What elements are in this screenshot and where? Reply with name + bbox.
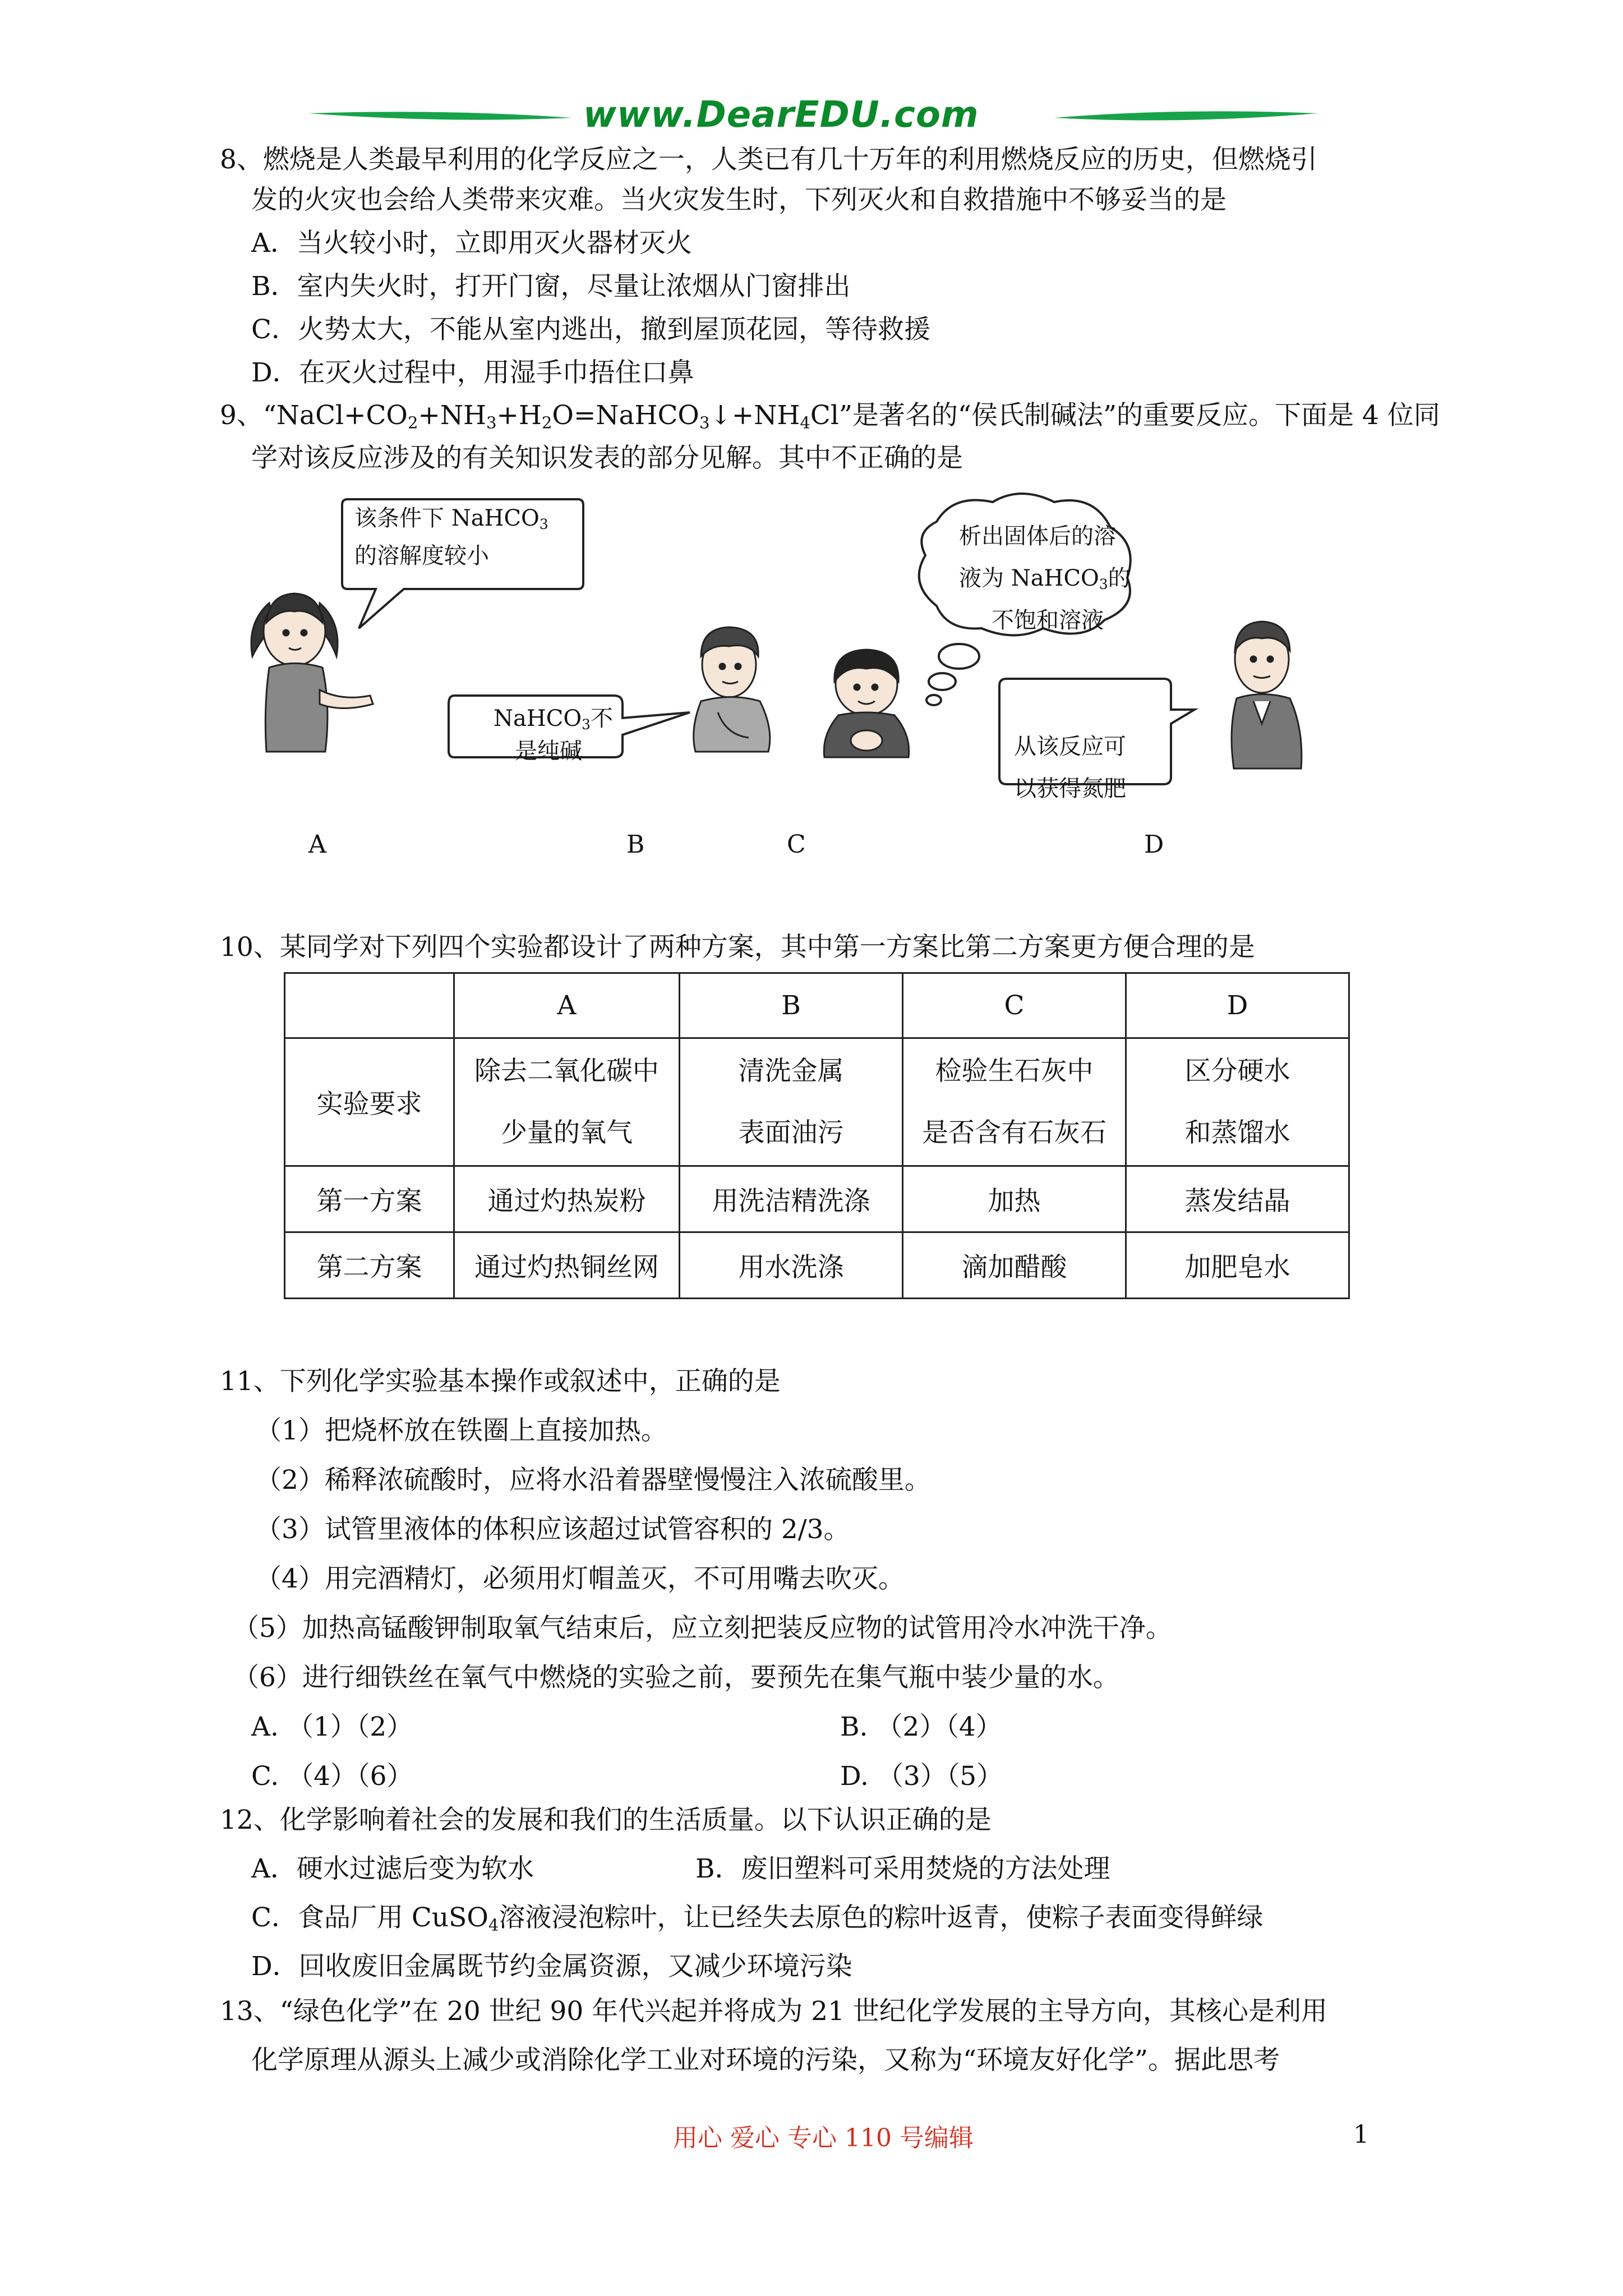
q8-option-a: A．当火较小时，立即用灭火器材灭火 xyxy=(251,228,692,259)
bubble-a-text-line2: 的溶解度较小 xyxy=(354,543,489,569)
bubble-b-text-line2: 是纯碱 xyxy=(515,738,582,764)
header-site-name: www.DearEDU.com xyxy=(583,94,979,136)
q8-stem-line2: 发的火灾也会给人类带来灾难。当火灾发生时，下列灭火和自救措施中不够妥当的是 xyxy=(251,185,1227,215)
q12-option-d: D．回收废旧金属既节约金属资源，又减少环境污染 xyxy=(251,1951,852,1982)
bubble-c-text-line3: 不饱和溶液 xyxy=(992,608,1104,633)
table-col-a: A xyxy=(454,973,680,1038)
q12-option-a: A．硬水过滤后变为软水 xyxy=(251,1853,534,1884)
row-label-plan1: 第一方案 xyxy=(285,1166,454,1232)
thought-dot-small xyxy=(926,695,941,705)
figure-label-d: D xyxy=(1144,830,1164,859)
q12-option-b: B．废旧塑料可采用焚烧的方法处理 xyxy=(695,1853,1110,1884)
q11-option-c: C. （4）（6） xyxy=(251,1761,413,1792)
bubble-d-text-line1: 从该反应可 xyxy=(1014,734,1126,760)
plan2-cell-d: 加肥皂水 xyxy=(1126,1232,1349,1299)
q11-item-1: （1）把烧杯放在铁圈上直接加热。 xyxy=(255,1415,667,1446)
q8-option-b: B．室内失火时，打开门窗，尽量让浓烟从门窗排出 xyxy=(251,271,851,302)
header-swoosh-right xyxy=(1054,111,1318,120)
table-corner-cell xyxy=(285,973,454,1038)
q12-option-c: C．食品厂用 CuSO$_4$溶液浸泡粽叶，让已经失去原色的粽叶返青，使粽子表面变得鲜绿 xyxy=(251,1902,1264,1935)
bubble-d-text-line2: 以获得氮肥 xyxy=(1014,776,1126,802)
figure-label-c: C xyxy=(787,830,806,859)
student-d-figure xyxy=(1232,622,1302,769)
q13-stem-line2: 化学原理从源头上减少或消除化学工业对环境的污染，又称为“环境友好化学”。据此思考 xyxy=(251,2045,1280,2076)
figure-label-b: B xyxy=(626,830,645,859)
student-b-figure xyxy=(694,627,770,752)
thought-dot-large xyxy=(939,644,979,669)
footer-editor-note: 用心 爱心 专心 110 号编辑 xyxy=(673,2124,974,2152)
bubble-c-text-line2: 液为 NaHCO$_3$的 xyxy=(959,565,1131,593)
bubble-a-text-line1: 该条件下 NaHCO$_3$ xyxy=(354,505,548,533)
q11-option-b: B. （2）（4） xyxy=(840,1711,1002,1742)
plan1-cell-a: 通过灼热炭粉 xyxy=(454,1166,680,1232)
q8-stem-line1: 8、燃烧是人类最早利用的化学反应之一，人类已有几十万年的利用燃烧反应的历史，但燃烧引 xyxy=(220,144,1317,175)
figure-label-a: A xyxy=(308,830,326,859)
q12-stem: 12、化学影响着社会的发展和我们的生活质量。以下认识正确的是 xyxy=(220,1805,992,1835)
q11-option-d: D. （3）（5） xyxy=(840,1761,1003,1792)
bubble-c-text-line1: 析出固体后的溶 xyxy=(959,523,1116,549)
plan1-cell-d: 蒸发结晶 xyxy=(1126,1166,1349,1232)
table-header-row xyxy=(285,973,1349,1038)
req-cell-a: 除去二氧化碳中 少量的氧气 xyxy=(454,1038,680,1166)
plan1-cell-b: 用洗洁精洗涤 xyxy=(680,1166,903,1232)
plan2-cell-b: 用水洗涤 xyxy=(680,1232,903,1299)
table-row-plan2 xyxy=(285,1232,1349,1299)
req-cell-d: 区分硬水 和蒸馏水 xyxy=(1126,1038,1349,1166)
plan2-cell-a: 通过灼热铜丝网 xyxy=(454,1232,680,1299)
q8-option-d: D．在灭火过程中，用湿手巾捂住口鼻 xyxy=(251,357,694,388)
q11-item-5: （5）加热高锰酸钾制取氧气结束后，应立刻把装反应物的试管用冷水冲洗干净。 xyxy=(233,1613,1172,1644)
q10-experiment-table xyxy=(284,972,1350,1299)
q11-stem: 11、下列化学实验基本操作或叙述中，正确的是 xyxy=(220,1366,781,1397)
row-label-requirement: 实验要求 xyxy=(285,1038,454,1166)
header-swoosh-left xyxy=(308,112,572,119)
table-row-plan1 xyxy=(285,1166,1349,1232)
row-label-plan2: 第二方案 xyxy=(285,1232,454,1299)
req-cell-b: 清洗金属 表面油污 xyxy=(680,1038,903,1166)
student-a-figure xyxy=(251,593,373,752)
table-col-c: C xyxy=(903,973,1126,1038)
table-col-d: D xyxy=(1126,973,1349,1038)
q11-item-4: （4）用完酒精灯，必须用灯帽盖灭，不可用嘴去吹灭。 xyxy=(255,1563,905,1594)
q8-option-c: C．火势太大，不能从室内逃出，撤到屋顶花园，等待救援 xyxy=(251,314,930,345)
plan2-cell-c: 滴加醋酸 xyxy=(903,1232,1126,1299)
q9-stem-line2: 学对该反应涉及的有关知识发表的部分见解。其中不正确的是 xyxy=(251,443,963,473)
q9-stem-line1: 9、“$NaCl+CO_2+NH_3+H_2O=NaHCO_3↓+NH_4Cl$”是著名的“侯氏制碱法”的重要反应。下面是 4 位同 xyxy=(220,400,1440,432)
thought-dot-medium xyxy=(929,673,956,690)
q11-item-2: （2）稀释浓硫酸时，应将水沿着器壁慢慢注入浓硫酸里。 xyxy=(255,1465,931,1496)
q11-item-3: （3）试管里液体的体积应该超过试管容积的 2/3。 xyxy=(255,1514,850,1545)
q11-item-6: （6）进行细铁丝在氧气中燃烧的实验之前，要预先在集气瓶中装少量的水。 xyxy=(233,1662,1119,1693)
bubble-b-text-line1: NaHCO$_3$不 xyxy=(494,706,613,733)
q13-stem-line1: 13、“绿色化学”在 20 世纪 90 年代兴起并将成为 21 世纪化学发展的主导方向，其核心是利用 xyxy=(220,1996,1327,2027)
student-c-figure xyxy=(824,650,909,757)
q11-option-a: A. （1）（2） xyxy=(251,1711,413,1742)
q10-stem: 10、某同学对下列四个实验都设计了两种方案，其中第一方案比第二方案更方便合理的是 xyxy=(220,932,1255,963)
plan1-cell-c: 加热 xyxy=(903,1166,1126,1232)
table-col-b: B xyxy=(680,973,903,1038)
req-cell-c: 检验生石灰中 是否含有石灰石 xyxy=(903,1038,1126,1166)
page-number: 1 xyxy=(1353,2120,1369,2149)
table-row-requirement xyxy=(285,1038,1349,1166)
